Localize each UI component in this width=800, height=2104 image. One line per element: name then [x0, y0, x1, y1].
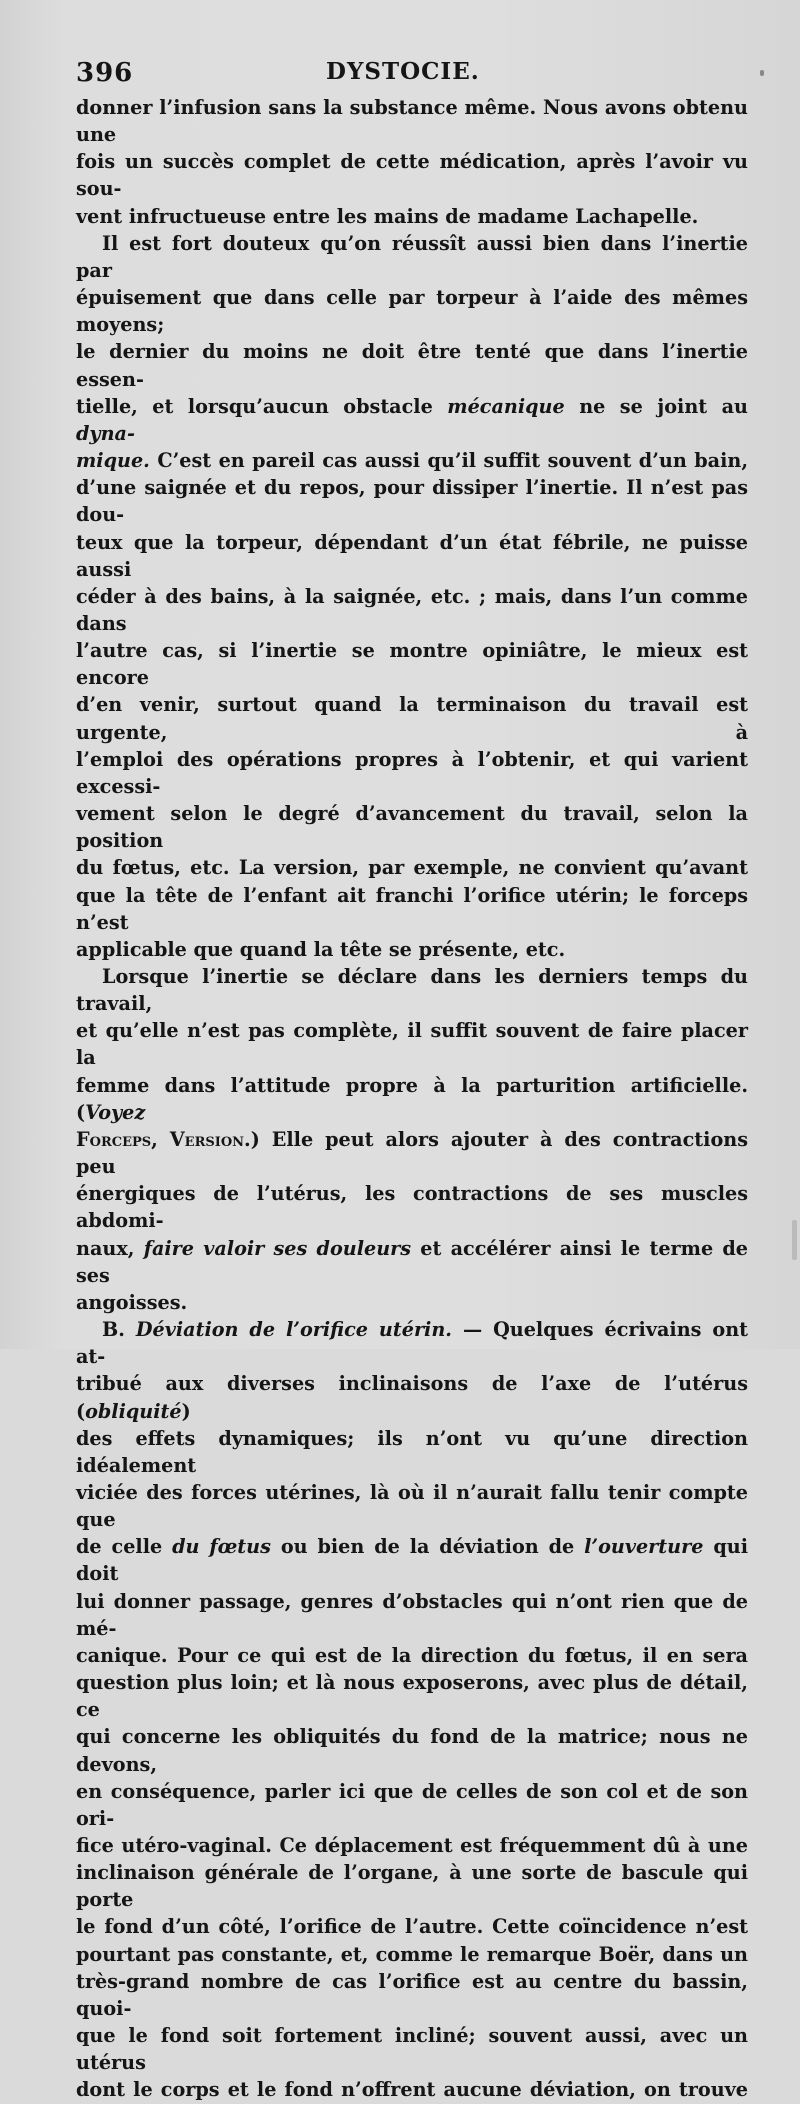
text-line: teux que la torpeur, dépendant d’un état fébrile, ne puisse aussi	[76, 530, 748, 581]
text-line	[76, 1126, 748, 1180]
text-line: lui donner passage, genres d’obstacles qui n’ont rien que de mé-	[76, 1589, 748, 1640]
italic-term: mécanique	[447, 394, 565, 418]
text-fragment: tribué aux diverses inclinaisons de l’axe de l’utérus (	[76, 1372, 748, 1423]
text-line: que le fond soit fortement incliné; souvent aussi, avec un utérus	[76, 2024, 748, 2075]
section-letter: B.	[102, 1318, 125, 1342]
text-line: dont le corps et le fond n’offrent aucune déviation, on trouve	[76, 2078, 748, 2102]
text-line: fois un succès complet de cette médication, après l’avoir vu sou-	[76, 150, 748, 201]
text-fragment: C’est en pareil cas aussi qu’il suffit souvent d’un bain,	[157, 449, 748, 473]
text-line: Il est fort douteux qu’on réussît aussi bien dans l’inertie par	[76, 231, 748, 282]
text-line: l’autre cas, si l’inertie se montre opiniâtre, le mieux est encore	[76, 639, 748, 690]
text-fragment: de celle	[76, 1535, 163, 1559]
text-line: énergiques de l’utérus, les contractions de ses muscles abdomi-	[76, 1182, 748, 1233]
text-fragment: ou bien de la déviation de	[280, 1535, 575, 1559]
text-line: pourtant pas constante, et, comme le remarque Boër, dans un	[76, 1942, 748, 1966]
cross-reference: Forceps, Version.	[76, 1127, 251, 1151]
text-fragment: )	[181, 1399, 191, 1423]
text-fragment: qui doit	[76, 1535, 748, 1586]
text-line: d’en venir, surtout quand la terminaison du travail est urgente, à	[76, 693, 748, 744]
text-line: Lorsque l’inertie se déclare dans les derniers temps du travail,	[76, 965, 748, 1016]
page-number: 396	[76, 58, 134, 88]
text-line: des effets dynamiques; ils n’ont vu qu’une direction idéalement	[76, 1426, 748, 1477]
text-fragment: tielle, et lorsqu’aucun obstacle	[76, 394, 433, 418]
text-line: et qu’elle n’est pas complète, il suffit souvent de faire placer la	[76, 1019, 748, 1070]
text-fragment: femme dans l’attitude propre à la parturition artificielle. (	[76, 1073, 748, 1124]
text-line: épuisement que dans celle par torpeur à l’aide des mêmes moyens;	[76, 286, 748, 337]
text-fragment: ) Elle peut alors ajouter à des contractions peu	[76, 1127, 748, 1179]
text-line: en conséquence, parler ici que de celles de son col et de son ori-	[76, 1779, 748, 1830]
italic-term: obliquité	[85, 1399, 182, 1423]
text-line: vent infructueuse entre les mains de madame Lachapelle.	[76, 204, 699, 228]
text-line	[76, 1316, 748, 1370]
italic-term: du fœtus	[172, 1535, 271, 1559]
text-line: céder à des bains, à la saignée, etc. ; mais, dans l’un comme dans	[76, 584, 748, 635]
text-line: l’emploi des opérations propres à l’obtenir, et qui varient excessi-	[76, 747, 748, 798]
body-text	[76, 94, 748, 2104]
text-line: du fœtus, etc. La version, par exemple, ne convient qu’avant	[76, 856, 748, 880]
running-title: DYSTOCIE.	[326, 58, 480, 85]
text-line: applicable que quand la tête se présente, etc.	[76, 937, 566, 961]
text-line: vement selon le degré d’avancement du travail, selon la position	[76, 802, 748, 853]
text-line: inclinaison générale de l’organe, à une sorte de bascule qui porte	[76, 1861, 748, 1912]
text-line: très-grand nombre de cas l’orifice est au centre du bassin, quoi-	[76, 1969, 748, 2020]
text-line	[76, 1533, 748, 1587]
text-line	[76, 1072, 748, 1126]
text-line: d’une saignée et du repos, pour dissiper l’inertie. Il n’est pas dou-	[76, 476, 748, 527]
text-fragment: et accélérer ainsi le terme de ses	[76, 1236, 748, 1287]
italic-term: l’ouverture	[584, 1535, 704, 1559]
paper-speck	[760, 70, 764, 76]
italic-term: Voyez	[85, 1100, 146, 1124]
text-line	[76, 1235, 748, 1289]
text-line: qui concerne les obliquités du fond de la matrice; nous ne devons,	[76, 1725, 748, 1776]
section-heading: Déviation de l’orifice utérin.	[135, 1318, 452, 1342]
text-line	[76, 1370, 748, 1424]
text-fragment: ne se joint au	[579, 394, 748, 418]
text-line: donner l’infusion sans la substance même. Nous avons obtenu une	[76, 96, 748, 147]
text-fragment: naux,	[76, 1236, 135, 1260]
text-line	[76, 447, 748, 474]
italic-term: dyna-	[76, 421, 135, 445]
page-header	[76, 58, 748, 92]
paper-speck	[792, 1220, 797, 1260]
text-line: le fond d’un côté, l’orifice de l’autre. Cette coïncidence n’est	[76, 1915, 748, 1939]
italic-term: faire valoir ses douleurs	[143, 1236, 412, 1260]
text-line: que la tête de l’enfant ait franchi l’orifice utérin; le forceps n’est	[76, 883, 748, 934]
italic-term: mique.	[76, 449, 150, 473]
text-line: question plus loin; et là nous exposerons, avec plus de détail, ce	[76, 1671, 748, 1722]
text-line: viciée des forces utérines, là où il n’aurait fallu tenir compte que	[76, 1480, 748, 1532]
text-line: angoisses.	[76, 1290, 188, 1314]
text-line	[76, 393, 748, 447]
text-fragment: — Quelques écrivains ont at-	[76, 1318, 749, 1369]
text-line: fice utéro-vaginal. Ce déplacement est fréquemment dû à une	[76, 1834, 748, 1857]
text-line: le dernier du moins ne doit être tenté que dans l’inertie essen-	[76, 340, 748, 391]
text-line: canique. Pour ce qui est de la direction du fœtus, il en sera	[76, 1643, 748, 1667]
